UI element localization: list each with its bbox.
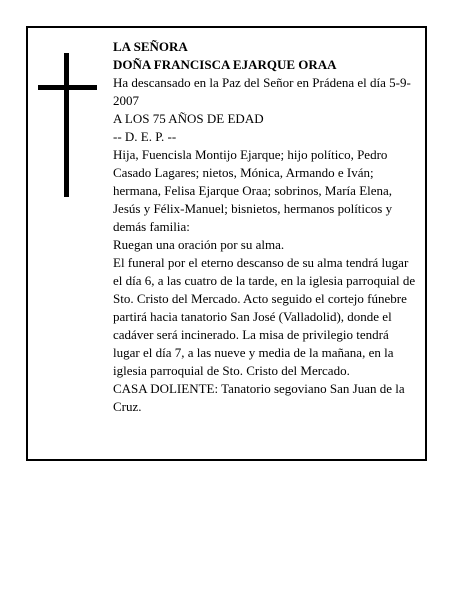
cross-horizontal-bar [38,85,97,90]
mourning-house: CASA DOLIENTE: Tanatorio segoviano San Juan de la Cruz. [113,381,405,414]
age-line: A LOS 75 AÑOS DE EDAD [113,111,264,126]
rip-line: -- D. E. P. -- [113,129,177,144]
cross-vertical-bar [64,53,69,197]
death-statement: Ha descansado en la Paz del Señor en Prádena el día 5-9-2007 [113,75,411,108]
family-list: Hija, Fuencisla Montijo Ejarque; hijo político, Pedro Casado Lagares; nietos, Mónica, Armando e Iván; hermana, Felisa Ejarque Oraa; sobrinos, María Elena, Jesús y Félix-Manuel; bisnietos, hermanos políticos y demás familia: [113,147,393,234]
obituary-text [113,38,418,416]
funeral-details: El funeral por el eterno descanso de su alma tendrá lugar el día 6, a las cuatro de la tarde, en la iglesia parroquial de Sto. Cristo del Mercado. Acto seguido el cortejo fúnebre partirá hacia tanatorio San José (Valladolid), donde el cadáver será incinerado. La misa de privilegio tendrá lugar el día 7, a las nueve y media de la mañana, en la iglesia parroquial de Sto. Cristo del Mercado. [113,255,416,378]
prayer-request: Ruegan una oración por su alma. [113,237,285,252]
notice-header-line-1: LA SEÑORA [113,39,188,54]
deceased-name: DOÑA FRANCISCA EJARQUE ORAA [113,57,337,72]
